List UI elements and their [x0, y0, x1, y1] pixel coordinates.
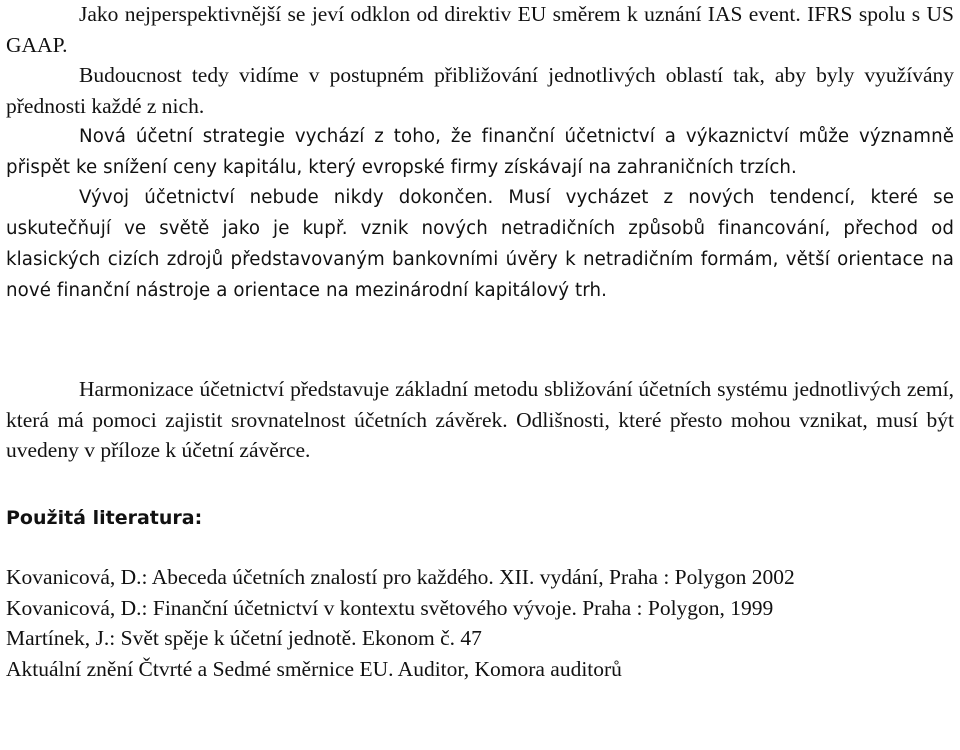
references-section [6, 503, 954, 533]
harmonization-section [6, 374, 954, 466]
references-list [6, 562, 954, 684]
paragraph-future: Budoucnost tedy vidíme v postupném přibližování jednotlivých oblastí tak, aby byly využívány přednosti každé z nich. [6, 63, 954, 119]
references-heading: Použitá literatura: [6, 507, 203, 529]
paragraph-strategy: Nová účetní strategie vychází z toho, že finanční účetnictví a výkaznictví může významně přispět ke snížení ceny kapitálu, který evropské firmy získávají na zahraničních trzích. [6, 126, 954, 178]
reference-item: Kovanicová, D.: Finanční účetnictví v kontextu světového vývoje. Praha : Polygon, 1999 [6, 595, 774, 620]
reference-item: Martínek, J.: Svět spěje k účetní jednotě. Ekonom č. 47 [6, 626, 482, 650]
reference-item: Kovanicová, D.: Abeceda účetních znalostí pro každého. XII. vydání, Praha : Polygon 2002 [6, 565, 795, 589]
reference-item: Aktuální znění Čtvrté a Sedmé směrnice EU. Auditor, Komora auditorů [6, 656, 622, 681]
paragraph-development: Vývoj účetnictví nebude nikdy dokončen. Musí vycházet z nových tendencí, které se uskutečňují ve světě jako je kupř. vznik nových netradičních způsobů financování, přechod od klasických cizích zdrojů představovaným bankovními úvěry k netradičním formám, větší orientace na nové finanční nástroje a orientace na mezinárodní kapitálový trh. [6, 187, 954, 301]
strategy-section [6, 122, 954, 306]
intro-section [6, 0, 954, 122]
paragraph-ias-ifrs: Jako nejperspektivnější se jeví odklon od direktiv EU směrem k uznání IAS event. IFRS spolu s US GAAP. [6, 2, 954, 57]
paragraph-harmonization: Harmonizace účetnictví představuje základní metodu sbližování účetních systému jednotlivých zemí, která má pomoci zajistit srovnatelnost účetních závěrek. Odlišnosti, které přesto mohou vznikat, musí být uvedeny v příloze k účetní závěrce. [6, 377, 954, 463]
references-list-wrapper [6, 562, 954, 684]
